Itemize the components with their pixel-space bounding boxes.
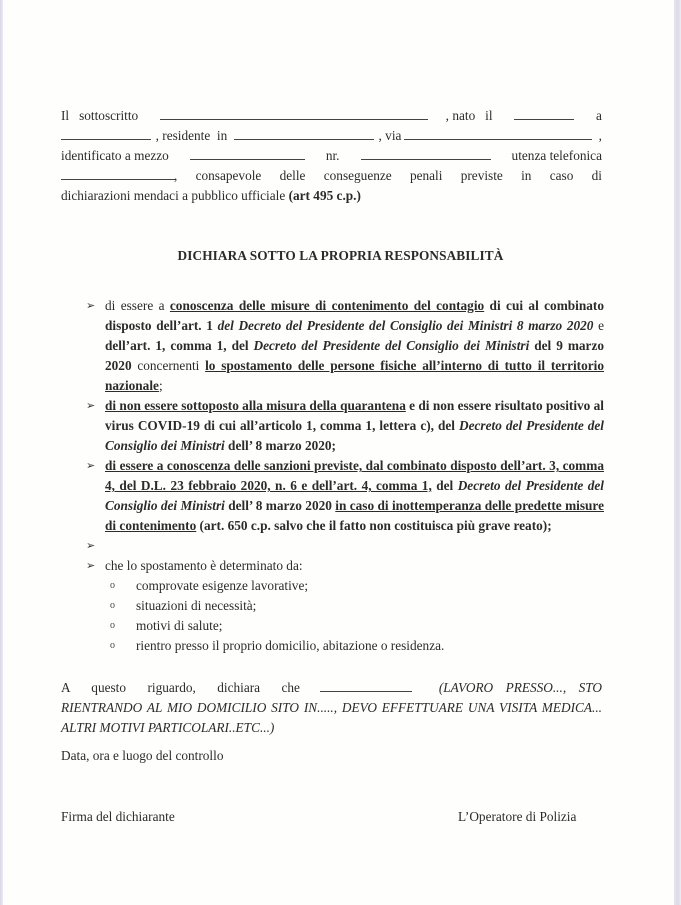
bullet-item	[86, 396, 604, 456]
label-via: , via	[378, 128, 402, 143]
reason-label: motivi di salute;	[136, 618, 223, 633]
label-sottoscritto: Il sottoscritto	[61, 108, 139, 123]
bullet-text-run: dell’art. 1, comma 1, del	[105, 338, 254, 353]
declaration-bullets	[86, 296, 604, 656]
bullet-text-run: Decreto del Presidente del Consiglio dei Ministri	[105, 418, 604, 453]
field-residence-city[interactable]	[234, 126, 374, 140]
declaration-examples: (LAVORO PRESSO..., STO RIENTRANDO AL MIO DOMICILIO SITO IN....., DEVO EFFETTUARE UNA VISITA MEDICA... ALTRI MOTIVI PARTICOLARI..ETC...)	[61, 680, 602, 735]
line-residence	[61, 126, 602, 146]
label-consapevole: , consapevole delle conseguenze penali previste in caso di	[174, 168, 602, 183]
bullet-item	[86, 556, 604, 576]
bullet-text-run: Decreto del Presidente del Consiglio dei Ministri	[253, 338, 530, 353]
bullet-text-run: di cui al combinato disposto dell’art. 1	[105, 298, 604, 333]
bullet-text	[105, 558, 303, 573]
field-phone[interactable]	[61, 166, 176, 180]
field-street[interactable]	[404, 126, 592, 140]
declaration-title: DICHIARA SOTTO LA PROPRIA RESPONSABILITÀ	[177, 248, 504, 263]
bullet-text	[105, 398, 604, 453]
label-residente: , residente in	[155, 128, 228, 143]
bullet-text-run: dell’ 8 marzo 2020;	[224, 438, 336, 453]
circle-bullet-icon: o	[110, 620, 115, 631]
bullet-text-run: conoscenza delle misure di contenimento del contagio	[169, 298, 485, 313]
arrow-bullet-icon: ➢	[86, 460, 96, 472]
reason-label: rientro presso il proprio domicilio, abitazione o residenza.	[136, 638, 445, 653]
bullet-text-run: del Decreto del Presidente del Consiglio dei Ministri 8 marzo 2020	[217, 318, 594, 333]
label-nato: , nato il	[445, 108, 493, 123]
penalties-text: dichiarazioni mendaci a pubblico ufficiale	[61, 188, 289, 203]
bullet-text-run: in caso di inottemperanza delle predette misure di contenimento	[105, 498, 604, 533]
bullet-text-run: e	[593, 318, 604, 333]
label-nr: nr.	[325, 148, 340, 163]
bullet-text-run: che lo spostamento è determinato da:	[105, 558, 303, 573]
reason-item[interactable]	[110, 636, 604, 656]
bullet-text-run: concernenti	[131, 358, 206, 373]
arrow-bullet-icon: ➢	[86, 540, 96, 552]
bullet-text	[105, 298, 604, 393]
label-a: a	[596, 108, 602, 123]
bullet-text-run: Decreto del Presidente del Consiglio dei Ministri	[105, 478, 604, 513]
bullet-text-run: del	[431, 478, 458, 493]
field-reason[interactable]	[320, 678, 412, 692]
bullet-text-run: del 9 marzo 2020	[105, 338, 605, 373]
declaration-reason	[61, 678, 602, 738]
circle-bullet-icon: o	[110, 640, 115, 651]
arrow-bullet-icon: ➢	[86, 400, 96, 412]
control-date-place-label: Data, ora e luogo del controllo	[61, 748, 224, 763]
bullet-text	[105, 458, 604, 533]
circle-bullet-icon: o	[110, 600, 115, 611]
reason-item[interactable]	[110, 576, 604, 596]
bullet-text-run: dell’ 8 marzo 2020	[224, 498, 336, 513]
circle-bullet-icon: o	[110, 580, 115, 591]
reason-item[interactable]	[110, 596, 604, 616]
arrow-bullet-icon: ➢	[86, 560, 96, 572]
line-penalties	[61, 186, 602, 206]
reason-label: comprovate esigenze lavorative;	[136, 578, 309, 593]
field-birth-place[interactable]	[61, 126, 151, 140]
reason-label: situazioni di necessità;	[136, 598, 257, 613]
bullet-text-run: (art. 650 c.p. salvo che il fatto non costituisca più grave reato);	[196, 518, 552, 533]
label-telefono: utenza telefonica	[511, 148, 602, 163]
bullet-text-run: di essere a	[105, 298, 170, 313]
penalties-article: (art 495 c.p.)	[288, 188, 361, 203]
page-edge-left	[0, 0, 3, 905]
field-full-name[interactable]	[160, 106, 428, 120]
field-id-document[interactable]	[190, 146, 305, 160]
label-comma: ,	[598, 128, 602, 143]
bullet-text-run: lo spostamento delle persone fisiche all’interno di tutto il territorio nazionale	[105, 358, 604, 393]
field-id-number[interactable]	[361, 146, 491, 160]
bullet-text-run: e di non essere risultato positivo al virus COVID-19 di cui all’articolo 1, comma 1, lettera c), del	[105, 398, 604, 433]
bullet-text-run: di essere a conoscenza delle sanzioni previste, dal combinato disposto dell’art. 3, comma 4, del D.L. 23 febbraio 2020, n. 6 e dell’art. 4, comma 1,	[105, 458, 604, 493]
bullet-text-run: di non essere sottoposto alla misura della quarantena	[105, 398, 406, 413]
bullet-item-empty	[86, 536, 604, 556]
label-identificato: identificato a mezzo	[61, 148, 169, 163]
reason-item[interactable]	[110, 616, 604, 636]
line-name	[61, 106, 602, 126]
field-birth-date[interactable]	[514, 106, 574, 120]
bullet-item	[86, 296, 604, 396]
line-phone	[61, 166, 602, 186]
page-edge-right	[674, 0, 681, 905]
bullet-text-run: ;	[158, 378, 163, 393]
officer-signature-label: L’Operatore di Polizia	[458, 809, 577, 824]
arrow-bullet-icon: ➢	[86, 300, 96, 312]
personal-details-section	[61, 106, 602, 206]
bullet-item	[86, 456, 604, 536]
line-identification	[61, 146, 602, 166]
declaration-prefix: A questo riguardo, dichiara che	[61, 680, 300, 695]
declarant-signature-label: Firma del dichiarante	[61, 809, 175, 824]
